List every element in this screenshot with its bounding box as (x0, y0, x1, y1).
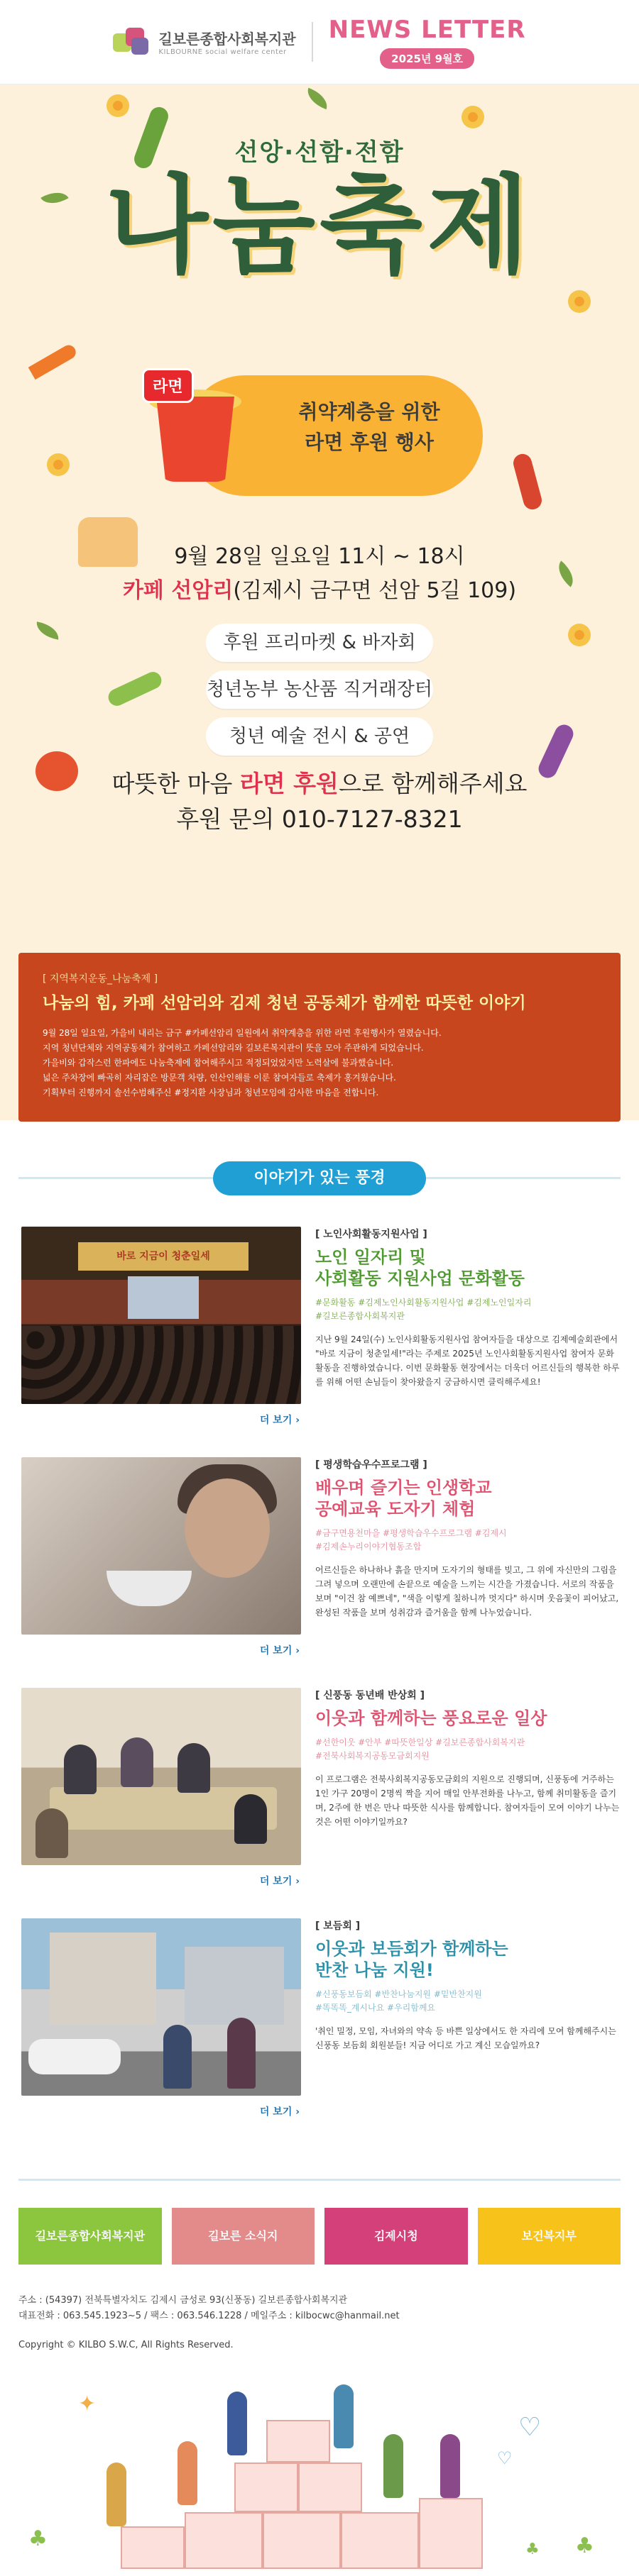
article-tags-line: #금구면용천마을 #평생학습우수프로그램 #김제시 (315, 1528, 507, 1538)
footer-copyright: Copyright © KILBO S.W.C, All Rights Reserved. (18, 2340, 234, 2351)
flower-icon (568, 290, 591, 313)
sprout-icon: ♣ (28, 2526, 48, 2552)
article-photo[interactable] (21, 1457, 301, 1635)
cta-suffix: 으로 함께해주세요 (338, 770, 528, 797)
event-place-address: (김제시 금구면 선암 5길 109) (233, 578, 517, 603)
box-shape (419, 2498, 483, 2569)
link-newsletter-button[interactable]: 길보른 소식지 (172, 2208, 315, 2265)
heart-icon: ♡ (518, 2413, 542, 2443)
story-line: 9월 28일 일요일, 가을비 내리는 금구 #카페선암리 일원에서 취약계층을 위한 라면 후원행사가 열렸습니다. (43, 1028, 442, 1038)
article-title-line: 이웃과 함께하는 풍요로운 일상 (315, 1708, 547, 1728)
footer-divider (18, 2179, 621, 2181)
box-shape (185, 2512, 263, 2569)
footer-contact: 대표전화 : 063.545.1923~5 / 팩스 : 063.546.1228 / 메일주소 : kilbocwc@hanmail.net (18, 2311, 400, 2322)
sprout-icon: ♣ (575, 2533, 594, 2559)
story-line: 기획부터 진행까지 솔선수범해주신 #정지환 사장님과 청년모임에 감사한 마음을 전합니다. (43, 1088, 379, 1098)
link-gimje-city-button[interactable]: 김제시청 (324, 2208, 468, 2265)
article-title-line: 이웃과 보듬회가 함께하는 (315, 1939, 508, 1959)
article-category: [ 노인사회활동지원사업 ] (315, 1229, 427, 1240)
issue-badge: 2025년 9월호 (380, 48, 474, 69)
org-logo[interactable] (113, 26, 295, 57)
carrot-icon (28, 343, 79, 380)
section-title: 이야기가 있는 풍경 (213, 1161, 426, 1195)
article-category: [ 신풍동 동년배 반상회 ] (315, 1690, 425, 1701)
footer-address-block (18, 2293, 621, 2324)
flower-icon (106, 94, 129, 117)
article-tags (315, 1736, 621, 1763)
flower-icon (568, 624, 591, 646)
article-card (18, 1688, 621, 1918)
sprout-icon: ♣ (525, 2541, 540, 2559)
person-icon (334, 2384, 354, 2448)
program-item: 후원 프리마켓 & 바자회 (206, 624, 433, 662)
story-wrap (0, 953, 639, 1120)
event-date: 9월 28일 일요일 11시 ~ 18시 (174, 544, 465, 569)
pea-pod-icon (106, 669, 165, 709)
cloud-line-1: 취약계층을 위한 (298, 400, 440, 424)
ramen-label: 라면 (142, 368, 194, 403)
story-body (43, 1026, 596, 1100)
article-description: 지난 9월 24일(수) 노인사회활동지원사업 참여자들을 대상으로 김제예술회관에서 "바로 지금이 청춘일세!"라는 주제로 2025년 노인사회활동지원사업 참여자 문화활동을 진행하였습니다. 이번 문화활동 현장에서는 더욱더 어르신들의 행복한 하루를 위해 어떤 손님들이 찾아왔을지 궁금하시면 클릭해주세요! (315, 1334, 620, 1387)
cta-highlight: 라면 후원 (239, 770, 339, 797)
link-ministry-button[interactable]: 보건복지부 (478, 2208, 621, 2265)
box-shape (266, 2420, 330, 2462)
box-shape (341, 2512, 419, 2569)
read-more-link[interactable]: 더 보기 › (259, 1415, 300, 1426)
person-icon (178, 2441, 197, 2505)
article-card (18, 1227, 621, 1457)
box-shape (263, 2512, 341, 2569)
article-category: [ 평생학습우수프로그램 ] (315, 1459, 427, 1471)
box-shape (298, 2462, 362, 2512)
article-title[interactable] (315, 1938, 621, 1981)
story-tag: [ 지역복지운동_나눔축제 ] (43, 973, 158, 985)
cloud-line-2: 라면 후원 행사 (305, 431, 434, 455)
article-card (18, 1918, 621, 2149)
link-welfare-center-button[interactable]: 길보른종합사회복지관 (18, 2208, 162, 2265)
article-description: 어르신들은 하나하나 흙을 만지며 도자기의 형태를 빚고, 그 위에 자신만의 그림을 그려 넣으며 오랜만에 손끝으로 예술을 느끼는 시간을 가졌습니다. 서로의 작품을 보며 "이건 참 예쁘네", "색을 이렇게 칠하니까 멋지다" 하시며 웃음꽃이 피어났고, 완성된 작품을 보며 성취감과 즐거움을 함께 나누었습니다. (315, 1565, 619, 1618)
newsletter-title-block (329, 16, 526, 69)
article-card (18, 1457, 621, 1688)
leaf-icon (304, 88, 332, 109)
article-tags-line: #신풍동보듬회 #반찬나눔지원 #밑반찬지원 (315, 1989, 482, 1999)
poster-title: 나눔축제 (105, 165, 534, 288)
photo-banner-text: 바로 지금이 청춘일세 (116, 1251, 210, 1262)
article-title-line: 배우며 즐기는 인생학교 (315, 1478, 492, 1498)
article-tags (315, 1296, 621, 1323)
article-tags-line: #김제손누리이야기협동조합 (315, 1542, 422, 1552)
org-name: 길보른종합사회복지관 (158, 31, 296, 48)
article-title-line: 공예교육 도자기 체험 (315, 1499, 476, 1519)
article-description: '취인 밀정, 모임, 자녀와의 약속 등 바쁜 일상에서도 한 자리에 모여 함께해주시는 신풍동 보듬회 회원분들! 지금 어디로 가고 계신 모습일까요? (315, 2026, 616, 2051)
person-icon (383, 2434, 403, 2498)
story-line: 지역 청년단체와 지역공동체가 참여하고 카페선암리와 길보른복지관이 뜻을 모아 주관하게 되었습니다. (43, 1043, 424, 1053)
article-tags-line: #전북사회복지공동모금회지원 (315, 1751, 430, 1762)
person-icon (440, 2434, 460, 2498)
footer-links (18, 2208, 621, 2265)
pepper-icon (511, 452, 544, 512)
read-more-link[interactable]: 더 보기 › (259, 2106, 300, 2118)
heart-icon: ♡ (497, 2448, 513, 2469)
flower-icon (462, 106, 484, 128)
read-more-link[interactable]: 더 보기 › (259, 1876, 300, 1887)
event-place (0, 573, 639, 604)
donation-contact: 후원 문의 010-7127-8321 (176, 805, 463, 833)
article-title[interactable] (315, 1477, 621, 1520)
story-line: 넓은 주차장에 빠곡히 자리잡은 방문객 차량, 인산인해를 이룬 참여자들로 축제가 홍겨웠습니다. (43, 1073, 396, 1083)
festival-poster[interactable] (0, 84, 639, 953)
box-shape (121, 2526, 185, 2569)
article-category: [ 보듬회 ] (315, 1920, 361, 1932)
section-header (0, 1120, 639, 1227)
star-icon: ✦ (78, 2392, 97, 2417)
box-shape (234, 2462, 298, 2512)
article-title-line: 노인 일자리 및 (315, 1247, 426, 1267)
ramen-cup-icon (142, 368, 248, 489)
article-photo[interactable] (21, 1688, 301, 1865)
person-icon (227, 2392, 247, 2455)
header-divider (312, 22, 313, 62)
event-place-name: 카페 선암리 (122, 578, 234, 603)
poster-subtitle: 선앙·선함·전함 (234, 138, 405, 167)
article-tags-line: #문화활동 #김제노인사회활동지원사업 #김제노인일자리 (315, 1298, 532, 1308)
article-photo[interactable] (21, 1918, 301, 2096)
program-item: 청년농부 농산품 직거래장터 (206, 670, 433, 709)
article-title[interactable] (315, 1246, 621, 1289)
leaf-icon (35, 621, 61, 640)
article-photo[interactable] (21, 1227, 301, 1404)
story-headline: 나눔의 힘, 카페 선암리와 김제 청년 공동체가 함께한 따뜻한 이야기 (43, 994, 526, 1012)
flower-icon (47, 453, 70, 476)
org-name-en: KILBOURNE social welfare center (158, 48, 287, 56)
donation-cta (0, 765, 639, 799)
header (0, 0, 639, 84)
article-tags (315, 1527, 621, 1554)
article-tags-line: #선한이웃 #안부 #따뜻한일상 #길보른종합사회복지관 (315, 1737, 525, 1747)
photo-banner (78, 1242, 248, 1271)
cta-prefix: 따뜻한 마음 (111, 770, 233, 797)
org-logo-mark (113, 26, 151, 57)
article-tags-line: #길보른종합사회복지관 (315, 1311, 405, 1322)
read-more-link[interactable]: 더 보기 › (259, 1645, 300, 1657)
article-title-line: 반찬 나눔 지원! (315, 1960, 434, 1980)
story-box (18, 953, 621, 1122)
article-description: 이 프로그램은 전북사회복지공동모금회의 지원으로 진행되며, 신풍동에 거주하는 1인 가구 20명이 2명씩 짝을 지어 매일 안부전화를 나누고, 함께 취미활동을 즐기며, 2주에 한 번은 만나 따뜻한 식사를 함께합니다. 참여자들이 모여 이야기 나누는 것은 어떤 이야기일까요? (315, 1774, 620, 1827)
cloud-text (270, 397, 469, 458)
story-line: 가을비와 갑작스런 한파에도 나눔축제에 참여해주시고 적정되었었지만 노력살에 불과했습니다. (43, 1058, 394, 1068)
newsletter-title: NEWS LETTER (328, 15, 526, 44)
person-icon (106, 2462, 126, 2526)
footer-address: 주소 : (54397) 전북특별자치도 김제시 금성로 93(신풍동) 길보른종합사회복지관 (18, 2295, 348, 2306)
article-tags (315, 1988, 621, 2015)
footer-illustration (0, 2363, 639, 2576)
article-title[interactable] (315, 1708, 621, 1729)
program-item: 청년 예술 전시 & 공연 (206, 717, 433, 756)
article-tags-line: #똑똑똑_계시나요 #우리함께요 (315, 2003, 436, 2013)
article-title-line: 사회활동 지원사업 문화활동 (315, 1268, 525, 1288)
